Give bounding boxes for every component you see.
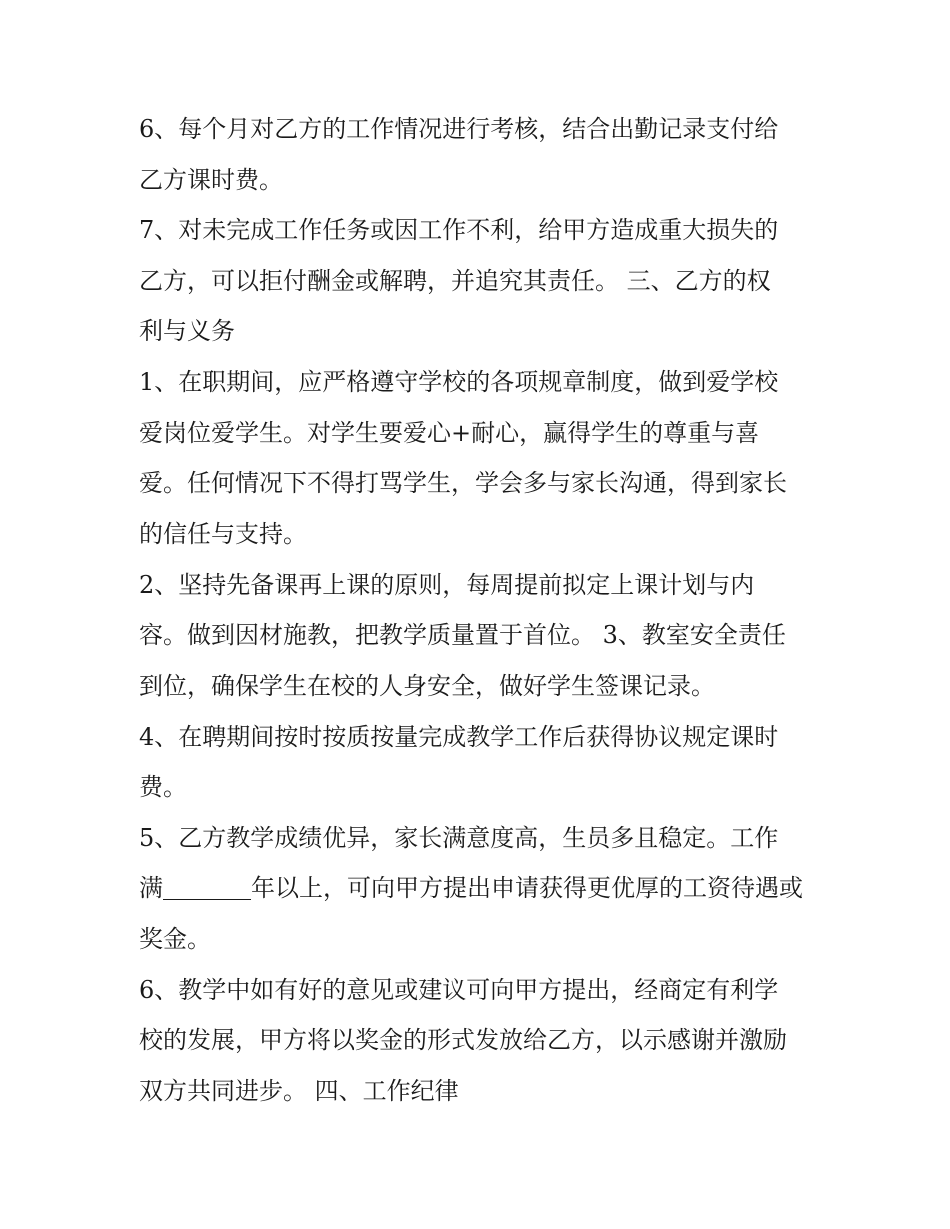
text-line: 到位，确保学生在校的人身安全，做好学生签课记录。 xyxy=(139,672,715,700)
text-line: 利与义务 xyxy=(139,317,235,345)
text-line: 1、在职期间，应严格遵守学校的各项规章制度，做到爱学校 xyxy=(139,368,779,396)
text-line: 2、坚持先备课再上课的原则，每周提前拟定上课计划与内 xyxy=(139,571,755,599)
text-line: 5、乙方教学成绩优异，家长满意度高，生员多且稳定。工作 xyxy=(139,824,779,852)
text-line: 乙方课时费。 xyxy=(139,166,283,194)
text-line: 6、教学中如有好的意见或建议可向甲方提出，经商定有利学 xyxy=(139,976,779,1004)
text-line: 容。做到因材施教，把教学质量置于首位。 3、教室安全责任 xyxy=(139,621,786,649)
text-line: 双方共同进步。 四、工作纪律 xyxy=(139,1077,459,1105)
text-line: 爱。任何情况下不得打骂学生，学会多与家长沟通，得到家长 xyxy=(139,469,787,497)
text-line: 校的发展，甲方将以奖金的形式发放给乙方，以示感谢并激励 xyxy=(139,1026,787,1054)
text-line-with-blank xyxy=(139,868,803,908)
text-line: 爱岗位爱学生。对学生要爱心+耐心，赢得学生的尊重与喜 xyxy=(139,419,760,447)
text-line: 7、对未完成工作任务或因工作不利，给甲方造成重大损失的 xyxy=(139,216,779,244)
fill-in-blank xyxy=(163,875,251,900)
text-line: 费。 xyxy=(139,773,187,801)
text-line: 奖金。 xyxy=(139,925,211,953)
text-after-blank: 年以上，可向甲方提出申请获得更优厚的工资待遇或 xyxy=(251,874,803,902)
text-line: 4、在聘期间按时按质按量完成教学工作后获得协议规定课时 xyxy=(139,723,779,751)
text-before-blank: 满 xyxy=(139,874,163,902)
text-line: 的信任与支持。 xyxy=(139,520,307,548)
text-line: 6、每个月对乙方的工作情况进行考核，结合出勤记录支付给 xyxy=(139,115,779,143)
text-line: 乙方，可以拒付酬金或解聘，并追究其责任。 三、乙方的权 xyxy=(139,267,771,295)
